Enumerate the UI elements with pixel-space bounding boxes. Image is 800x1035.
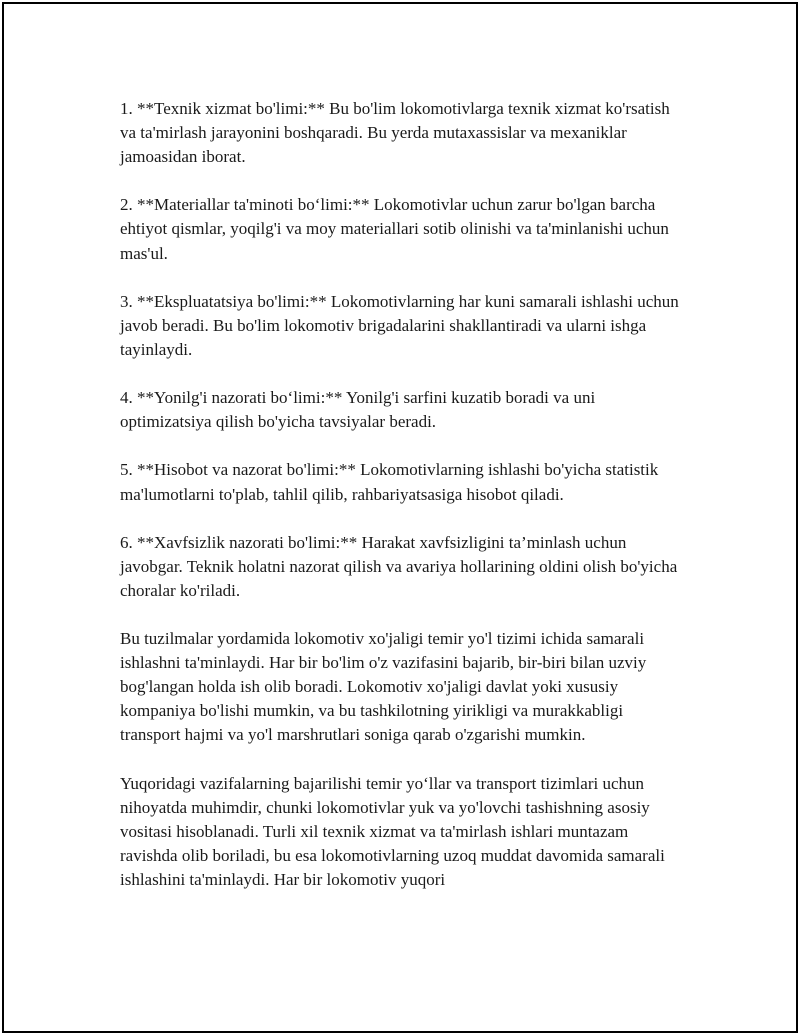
paragraph-operations: 3. **Ekspluatatsiya bo'limi:** Lokomotivlarning har kuni samarali ishlashi uchun javob beradi. Bu bo'lim lokomotiv brigadalarini shakllantiradi va ularni ishga tayinlaydi. [120,291,679,359]
paragraph-materials-supply: 2. **Materiallar ta'minoti bo‘limi:** Lokomotivlar uchun zarur bo'lgan barcha ehtiyot qismlar, yoqilg'i va moy materiallari sotib olinishi va ta'minlanishi uchun mas'ul. [120,195,669,263]
paragraph-importance: Yuqoridagi vazifalarning bajarilishi temir yo‘llar va transport tizimlari uchun nihoyatda muhimdir, chunki lokomotivlar yuk va yo'lovchi tashishning asosiy vositasi hisoblanadi. Turli xil texnik xizmat va ta'mirlash ishlari muntazam ravishda olib boriladi, bu esa lokomotivlarning uzoq muddat davomida samarali ishlashini ta'minlaydi. Har bir lokomotiv yuqori [120,773,665,889]
paragraph-safety-control: 6. **Xavfsizlik nazorati bo'limi:** Harakat xavfsizligini ta’minlash uchun javobgar. Teknik holatni nazorat qilish va avariya hollarining oldini olish bo'yicha choralar ko'riladi. [120,532,678,600]
paragraph-reporting: 5. **Hisobot va nazorat bo'limi:** Lokomotivlarning ishlashi bo'yicha statistik ma'lumotlarni to'plab, tahlil qilib, rahbariyatsasiga hisobot qiladi. [120,460,659,504]
document-body [120,97,680,892]
paragraph-fuel-control: 4. **Yonilg'i nazorati bo‘limi:** Yonilg'i sarfini kuzatib boradi va uni optimizatsiya qilish bo'yicha tavsiyalar beradi. [120,388,596,432]
paragraph-structure-summary: Bu tuzilmalar yordamida lokomotiv xo'jaligi temir yo'l tizimi ichida samarali ishlashni ta'minlaydi. Har bir bo'lim o'z vazifasini bajarib, bir-biri bilan uzviy bog'langan holda ish olib boradi. Lokomotiv xo'jaligi davlat yoki xususiy kompaniya bo'lishi mumkin, va bu tashkilotning yirikligi va murakkabligi transport hajmi va yo'l marshrutlari soniga qarab o'zgarishi mumkin. [120,629,647,745]
document-page [2,2,798,1033]
paragraph-technical-service: 1. **Texnik xizmat bo'limi:** Bu bo'lim lokomotivlarga texnik xizmat ko'rsatish va ta'mirlash jarayonini boshqaradi. Bu yerda mutaxassislar va mexaniklar jamoasidan iborat. [120,99,670,167]
